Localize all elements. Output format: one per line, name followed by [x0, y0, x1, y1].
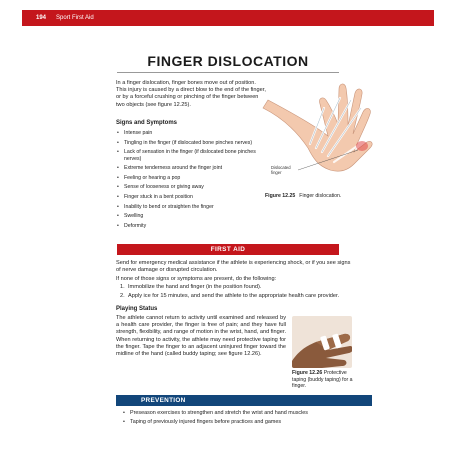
page-title: FINGER DISLOCATION [147, 53, 309, 69]
book-title: Sport First Aid [56, 15, 94, 21]
page [22, 0, 434, 456]
prevention-heading: PREVENTION [141, 397, 186, 404]
page-number: 194 [36, 15, 47, 21]
list-item: • Finger stuck in a bent position [116, 194, 266, 200]
list-item: • Inability to bend or straighten the finger [116, 204, 266, 210]
figure-caption-text: Finger dislocation. [299, 193, 342, 199]
list-item: • Lack of sensation in the finger (if dislocated bone pinches nerves) [116, 149, 266, 162]
figure-caption-text-2: Protective taping (buddy taping) for a finger. [292, 370, 353, 390]
title-rule [117, 72, 339, 73]
list-item: • Intense pain [116, 130, 266, 136]
first-aid-if-none: If none of those signs or symptoms are present, do the following: [116, 276, 277, 282]
intro-paragraph: In a finger dislocation, finger bones move out of position. This injury is caused by a direct blow to the end of the finger, or by a forceful crushing or pinching of the finger between two objects (see figure 12.25). [116, 80, 266, 108]
playing-status-heading: Playing Status [116, 306, 158, 312]
figure-caption-2 [292, 370, 362, 390]
signs-heading: Signs and Symptoms [116, 120, 178, 126]
figure-caption [265, 193, 341, 199]
list-item: • Taping of previously injured fingers before practices and games [122, 419, 308, 426]
list-item: • Preseason exercises to strengthen and stretch the wrist and hand muscles [122, 410, 308, 417]
list-item: 2. Apply ice for 15 minutes, and send the athlete to the appropriate health care provider. [120, 293, 340, 300]
prevention-list [122, 410, 308, 428]
first-aid-steps [120, 284, 360, 302]
list-item: • Deformity [116, 223, 266, 229]
list-item: • Extreme tenderness around the finger joint [116, 165, 266, 171]
prevention-band [116, 395, 372, 406]
figure-number-2: Figure 12.26 [292, 370, 323, 376]
buddy-taping-photo [292, 316, 352, 368]
list-item: • Sense of looseness or giving away [116, 184, 266, 190]
first-aid-band: FIRST AID [117, 244, 339, 255]
signs-list [116, 130, 266, 232]
playing-status-text: The athlete cannot return to activity until examined and released by a health care provider, the finger is free of pain; and they have full strength, flexibility, and range of motion in the wrist, hand, and finger. When returning to activity, the athlete may need protective taping for the finger. Tape the finger to an adjacent uninjured finger toward the midline of the hand (called buddy taping; see figure 12.26). [116, 315, 286, 358]
first-aid-intro: Send for emergency medical assistance if the athlete is experiencing shock, or if you see signs of nerve damage or disrupted circulation. [116, 260, 351, 274]
list-item: 1. Immobilize the hand and finger (in the position found). [120, 284, 262, 290]
figure-number: Figure 12.25 [265, 193, 296, 199]
list-item: • Swelling [116, 213, 266, 219]
list-item: • Feeling or hearing a pop [116, 175, 266, 181]
running-header [22, 10, 434, 26]
list-item: • Tingling in the finger (if dislocated bone pinches nerves) [116, 140, 266, 146]
dislocated-finger-label: Dislocated finger [271, 165, 291, 175]
